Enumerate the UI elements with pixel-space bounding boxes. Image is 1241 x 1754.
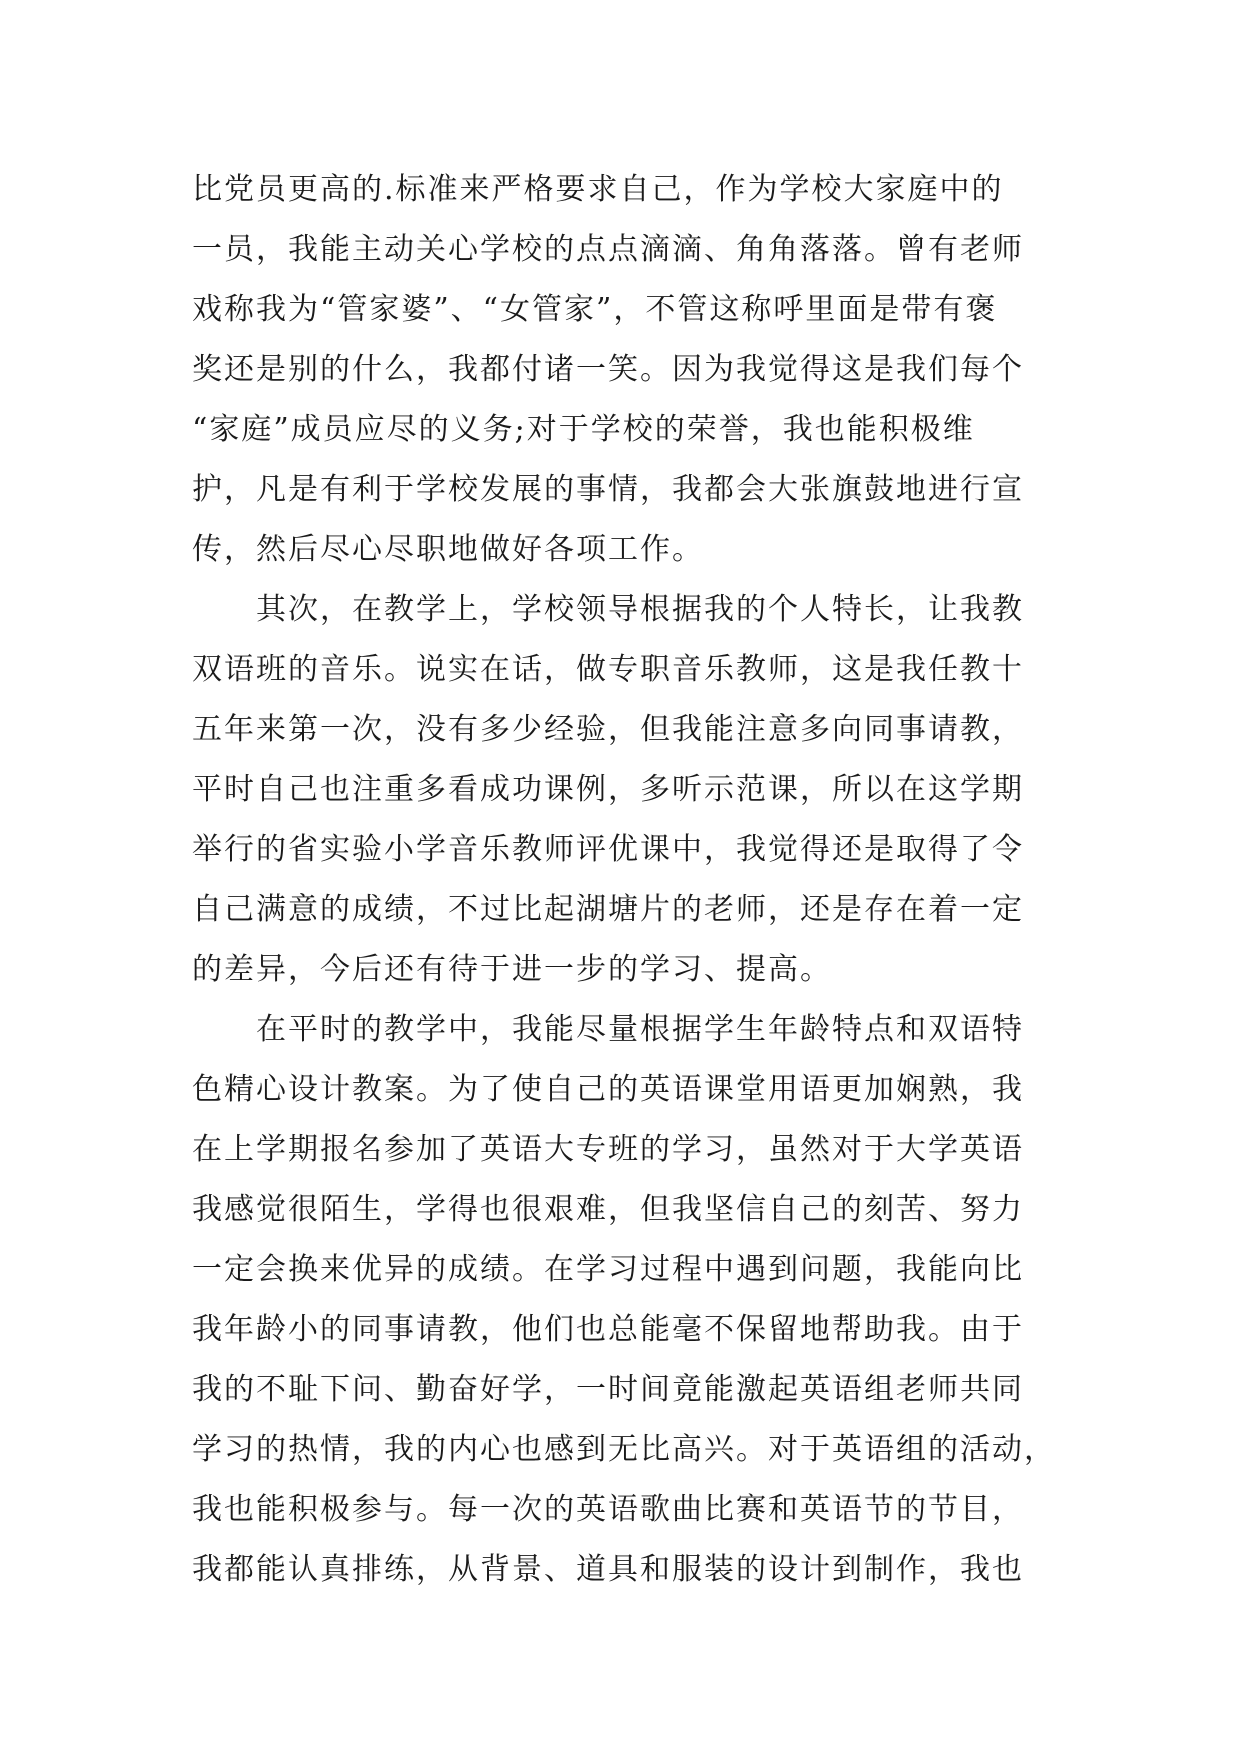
text-line: 其次，在教学上，学校领导根据我的个人特长，让我教 (192, 592, 1024, 627)
text-line: 一员，我能主动关心学校的点点滴滴、角角落落。曾有老师 (192, 232, 1024, 267)
text-line: 五年来第一次，没有多少经验，但我能注意多向同事请教， (192, 712, 1024, 747)
text-line: 奖还是别的什么，我都付诸一笑。因为我觉得这是我们每个 (192, 352, 1024, 387)
text-line: 在上学期报名参加了英语大专班的学习，虽然对于大学英语 (192, 1132, 1024, 1167)
text-line: “家庭”成员应尽的义务;对于学校的荣誉，我也能积极维 (192, 412, 975, 447)
text-line: 的差异，今后还有待于进一步的学习、提高。 (192, 952, 832, 987)
text-line: 我的不耻下问、勤奋好学，一时间竟能激起英语组老师共同 (192, 1372, 1024, 1407)
text-line: 双语班的音乐。说实在话，做专职音乐教师，这是我任教十 (192, 652, 1024, 687)
text-line: 我都能认真排练，从背景、道具和服装的设计到制作，我也 (192, 1552, 1024, 1587)
text-line: 学习的热情，我的内心也感到无比高兴。对于英语组的活动， (192, 1432, 1056, 1467)
text-line: 我年龄小的同事请教，他们也总能毫不保留地帮助我。由于 (192, 1312, 1024, 1347)
text-line: 护，凡是有利于学校发展的事情，我都会大张旗鼓地进行宣 (192, 472, 1024, 507)
text-line: 我感觉很陌生，学得也很艰难，但我坚信自己的刻苦、努力 (192, 1192, 1024, 1227)
text-line: 传，然后尽心尽职地做好各项工作。 (192, 532, 704, 567)
text-line: 平时自己也注重多看成功课例，多听示范课，所以在这学期 (192, 772, 1024, 807)
text-line: 戏称我为“管家婆”、“女管家”，不管这称呼里面是带有褒 (192, 292, 998, 327)
text-line: 举行的省实验小学音乐教师评优课中，我觉得还是取得了令 (192, 832, 1024, 867)
body-text (192, 160, 1072, 1600)
text-line: 在平时的教学中，我能尽量根据学生年龄特点和双语特 (192, 1012, 1024, 1047)
text-line: 色精心设计教案。为了使自己的英语课堂用语更加娴熟，我 (192, 1072, 1024, 1107)
text-line: 比党员更高的.标准来严格要求自己，作为学校大家庭中的 (192, 172, 1004, 207)
text-line: 一定会换来优异的成绩。在学习过程中遇到问题，我能向比 (192, 1252, 1024, 1287)
text-line: 我也能积极参与。每一次的英语歌曲比赛和英语节的节目， (192, 1492, 1024, 1527)
text-line: 自己满意的成绩，不过比起湖塘片的老师，还是存在着一定 (192, 892, 1024, 927)
